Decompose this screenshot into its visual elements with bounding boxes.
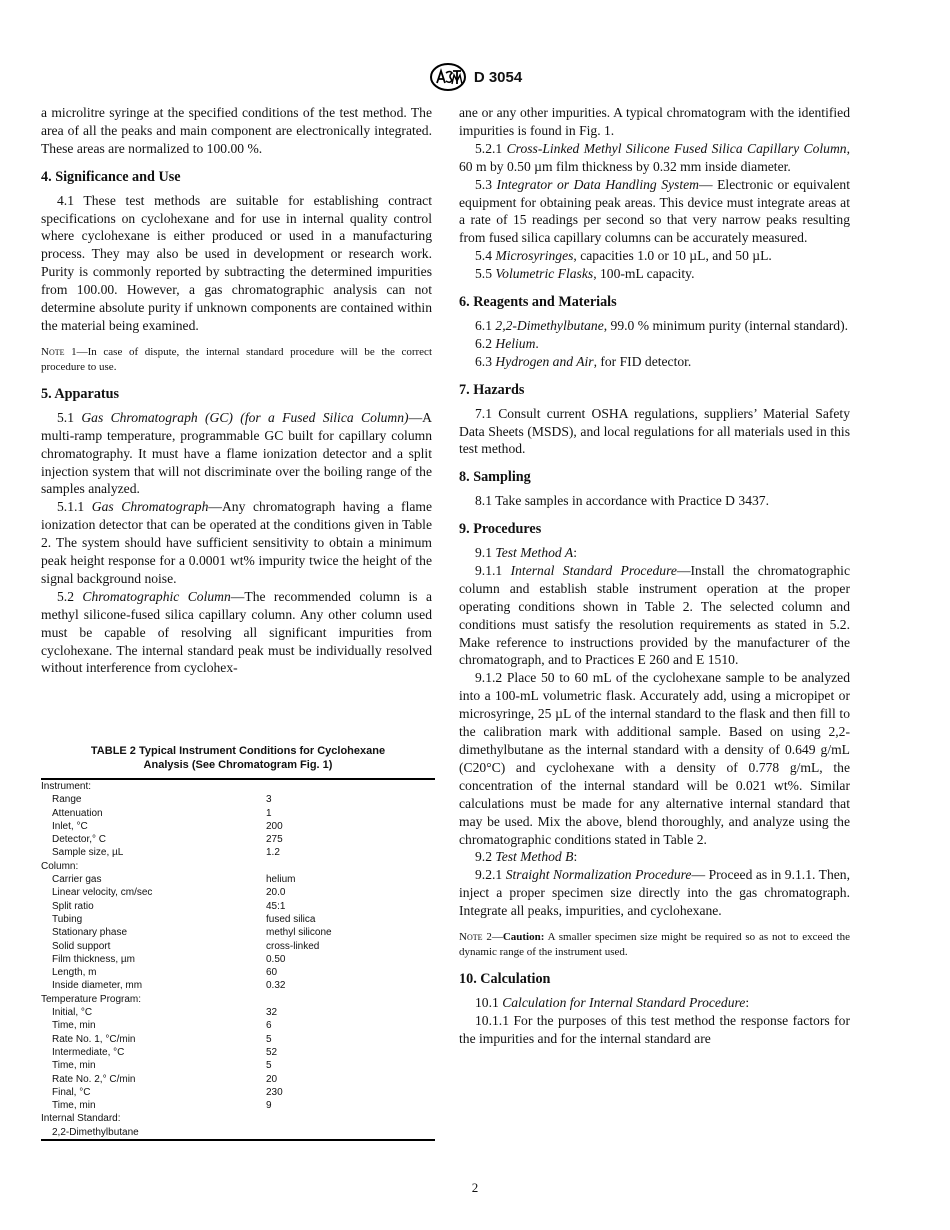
table-row: [41, 793, 435, 806]
table-cell-label: Initial, °C: [52, 1007, 93, 1019]
note-1: [41, 345, 432, 375]
table-cell-label: Attenuation: [52, 807, 103, 819]
paragraph-5-2: 5.2 Chromatographic Column—The recommended column is a methyl silicone-fused silica capillary column. Any other column used must be capable of resolving all significant impurities from cyclohexane. The internal standard peak must be individually resolved without interference from cyclohex-: [41, 588, 433, 676]
astm-logo-icon: [428, 62, 468, 92]
table-row: [41, 953, 435, 966]
table-cell-label: Inside diameter, mm: [52, 980, 143, 992]
paragraph-9-2: 9.2 Test Method B:: [475, 849, 578, 865]
section-heading-calculation: 10. Calculation: [459, 971, 551, 988]
table-cell-label: Intermediate, °C: [52, 1046, 125, 1058]
table-row: [41, 1019, 435, 1032]
page-number: 2: [471, 1180, 479, 1195]
table-cell-label: Time, min: [52, 1100, 96, 1112]
table-cell-label: Temperature Program:: [41, 993, 142, 1005]
table-cell-value: 32: [266, 1007, 278, 1019]
table-row: [41, 860, 435, 873]
table-row: [41, 1086, 435, 1099]
table-cell-value: [266, 1112, 435, 1125]
table-cell-label: Length, m: [52, 967, 97, 979]
table-cell-label: Carrier gas: [52, 874, 102, 886]
table-cell-value: 20.0: [266, 887, 286, 899]
table-row: [41, 807, 435, 820]
table-cell-value: 0.32: [266, 980, 286, 992]
table-row: [41, 979, 435, 992]
section-heading-significance: 4. Significance and Use: [41, 168, 181, 185]
section-heading-procedures: 9. Procedures: [459, 521, 542, 538]
table-row: [41, 1126, 435, 1139]
table-bottom-rule: [41, 1139, 435, 1141]
table-cell-value: helium: [266, 874, 296, 886]
table-cell-value: 1: [266, 807, 272, 819]
section-heading-hazards: 7. Hazards: [459, 381, 525, 398]
table-row: [41, 780, 435, 793]
table-cell-value: 3: [266, 794, 272, 806]
table-2: [41, 744, 435, 1141]
table-cell-value: 200: [266, 820, 283, 832]
table-cell-value: 45:1: [266, 900, 286, 912]
table-cell-label: Solid support: [52, 940, 111, 952]
table-cell-label: Internal Standard:: [41, 1113, 121, 1125]
table-cell-label: Rate No. 1, °C/min: [52, 1033, 136, 1045]
paragraph-5-2-1: 5.2.1 Cross-Linked Methyl Silicone Fused Silica Capillary Column, 60 m by 0.50 µm film thickness by 0.32 mm inside diameter.: [459, 140, 850, 174]
paragraph-continuation: a microlitre syringe at the specified conditions of the test method. The area of all the peaks and main component are electronically integrated. These areas are normalized to 100.00 %.: [41, 105, 432, 156]
section-heading-reagents: 6. Reagents and Materials: [459, 294, 617, 311]
table-cell-value: 0.50: [266, 953, 286, 965]
table-row: [41, 1033, 435, 1046]
table-cell-label: Instrument:: [41, 781, 92, 792]
table-cell-value: 9: [266, 1100, 272, 1112]
table-cell-value: methyl silicone: [266, 927, 332, 939]
table-cell-label: Tubing: [52, 913, 83, 925]
table-cell-label: Linear velocity, cm/sec: [52, 887, 153, 899]
table-row: [41, 820, 435, 833]
paragraph-7-1: 7.1 Consult current OSHA regulations, suppliers’ Material Safety Data Sheets (MSDS), and local regulations for all materials used in this test method.: [459, 405, 850, 457]
table-cell-label: Rate No. 2,° C/min: [52, 1073, 136, 1085]
table-row: [41, 1059, 435, 1072]
table-cell-label: Film thickness, µm: [52, 953, 135, 965]
table-cell-label: 2,2-Dimethylbutane: [52, 1126, 139, 1138]
paragraph-6-3: 6.3 Hydrogen and Air, for FID detector.: [475, 353, 692, 369]
paragraph-9-1-1: 9.1.1 Internal Standard Procedure—Install the chromatographic column and establish stable instrument operation at the proper operating conditions shown in Table 2. The selected column and conditions must satisfy the resolution requirements as stated in 5.2. Make reference to instructions provided by the manufacturer of the chromatograph, and to Practices E 260 and E 1510.: [459, 562, 850, 668]
paragraph-5-1: 5.1 Gas Chromatograph (GC) (for a Fused Silica Column)—A multi-ramp temperature, programmable GC built for capillary column chromatography. It must have a flame ionization detector and a split injection system that will not discriminate over the boiling range of the samples analyzed.: [41, 409, 432, 497]
paragraph-9-1: 9.1 Test Method A:: [475, 545, 577, 561]
right-column: [459, 104, 850, 1048]
table-cell-value: cross-linked: [266, 940, 320, 952]
table-row: [41, 846, 435, 859]
paragraph-8-1: 8.1 Take samples in accordance with Practice D 3437.: [475, 493, 769, 509]
table-cell-label: Time, min: [52, 1020, 96, 1032]
paragraph-4-1: 4.1 These test methods are suitable for establishing contract specifications on cyclohexane and for use in internal quality control where cyclohexane is either produced or used in a manufacturing process. They may also be used in development or research work. Purity is commonly reported by subtracting the determined impurities from 100.00. However, a gas chromatographic analysis can not determine absolute purity if unknown components are contained within the material being examined.: [41, 192, 432, 333]
table-cell-label: Sample size, µL: [52, 847, 124, 859]
table-cell-label: Detector,° C: [52, 834, 107, 846]
table-cell-label: Split ratio: [52, 900, 94, 912]
table-row: [41, 1046, 435, 1059]
table-cell-label: Inlet, °C: [52, 820, 88, 832]
table-cell-value: 5: [266, 1033, 272, 1045]
note-text: 1—In case of dispute, the internal standard procedure will be the correct procedure to use.: [41, 345, 432, 373]
table-cell-label: Column:: [41, 860, 79, 872]
paragraph-9-1-2: 9.1.2 Place 50 to 60 mL of the cyclohexane sample to be analyzed into a 100-mL volumetric flask. Accurately add, using a micropipet or microsyringe, 25 µL of the internal standard to the flask and then fill to the calibration mark with additional sample. Based on using 2,2-dimethylbutane as the internal standard with a density of 0.649 g/mL (C20°C) and cyclohexane with a density of 0.778 g/mL, the concentration of the internal standard will be 0.021 wt%. Similar calculations must be made for any alternative internal standard that may be used. Mix the above, blend thoroughly, and analyze using the chromatographic conditions stated in Table 2.: [459, 670, 850, 847]
table-row: [41, 833, 435, 846]
paragraph-5-1-1: 5.1.1 Gas Chromatograph—Any chromatograph having a flame ionization detector that can be operated at the conditions given in Table 2. The system should have sufficient sensitivity to obtain a minimum peak height response for a 0.0001 wt% impurity twice the height of the signal background noise.: [41, 499, 432, 586]
table-caption: TABLE 2 Typical Instrument Conditions for Cyclohexane Analysis (See Chromatogram Fig. 1): [90, 745, 386, 771]
table-cell-value: 275: [266, 834, 283, 846]
paragraph-5-3: 5.3 Integrator or Data Handling System— Electronic or equivalent equipment for obtaining peak areas. This device must integrate areas at a rate of 15 readings per second so that very narrow peaks resulting from fused silica capillary columns can be accurately measured.: [459, 176, 851, 246]
table-cell-value: [266, 993, 435, 1006]
paragraph-6-1: 6.1 2,2-Dimethylbutane, 99.0 % minimum purity (internal standard).: [475, 317, 849, 333]
table-cell-value: [266, 780, 435, 793]
section-heading-apparatus: 5. Apparatus: [41, 385, 120, 402]
table-cell-value: [266, 860, 435, 873]
paragraph-10-1-1: 10.1.1 For the purposes of this test method the response factors for the impurities and for the internal standard are: [459, 1012, 850, 1046]
table-cell-value: [266, 1126, 435, 1139]
table-cell-label: Stationary phase: [52, 927, 128, 939]
table-cell-value: 52: [266, 1046, 278, 1058]
paragraph-continuation: ane or any other impurities. A typical chromatogram with the identified impurities is found in Fig. 1.: [459, 105, 850, 138]
paragraph-10-1: 10.1 Calculation for Internal Standard Procedure:: [475, 994, 750, 1010]
table-cell-label: Range: [52, 794, 82, 806]
table-cell-value: 6: [266, 1020, 272, 1032]
table-cell-value: 5: [266, 1060, 272, 1072]
table-body: [41, 780, 435, 1139]
section-heading-sampling: 8. Sampling: [459, 469, 531, 486]
table-cell-value: 230: [266, 1086, 283, 1098]
table-row: [41, 1006, 435, 1019]
table-cell-value: 60: [266, 967, 278, 979]
left-column: [41, 104, 432, 677]
table-row: [41, 940, 435, 953]
table-row: [41, 926, 435, 939]
table-row: [41, 873, 435, 886]
table-row: [41, 900, 435, 913]
note-label: Note: [41, 345, 65, 358]
note-2: Note 2—Caution: A smaller specimen size might be required so as not to exceed the dynamic range of the instrument used.: [459, 931, 850, 959]
table-row: [41, 1099, 435, 1112]
document-designation: D 3054: [473, 68, 523, 86]
paragraph-6-2: 6.2 Helium.: [475, 335, 539, 351]
table-cell-value: fused silica: [266, 913, 316, 925]
table-row: [41, 913, 435, 926]
paragraph-9-2-1: 9.2.1 Straight Normalization Procedure— Proceed as in 9.1.1. Then, inject a proper specimen size directly into the gas chromatograph. Integrate all peaks, impurities, and cyclohexane.: [459, 867, 850, 919]
paragraph-5-5: 5.5 Volumetric Flasks, 100-mL capacity.: [475, 266, 695, 282]
table-row: [41, 1073, 435, 1086]
table-row: [41, 966, 435, 979]
page-header: [0, 62, 950, 92]
table-cell-label: Final, °C: [52, 1086, 91, 1098]
table-row: [41, 993, 435, 1006]
table-cell-label: Time, min: [52, 1060, 96, 1072]
table-row: [41, 1112, 435, 1125]
table-cell-value: 20: [266, 1073, 278, 1085]
table-row: [41, 886, 435, 899]
paragraph-5-4: 5.4 Microsyringes, capacities 1.0 or 10 µL, and 50 µL.: [475, 248, 772, 264]
table-cell-value: 1.2: [266, 847, 280, 859]
